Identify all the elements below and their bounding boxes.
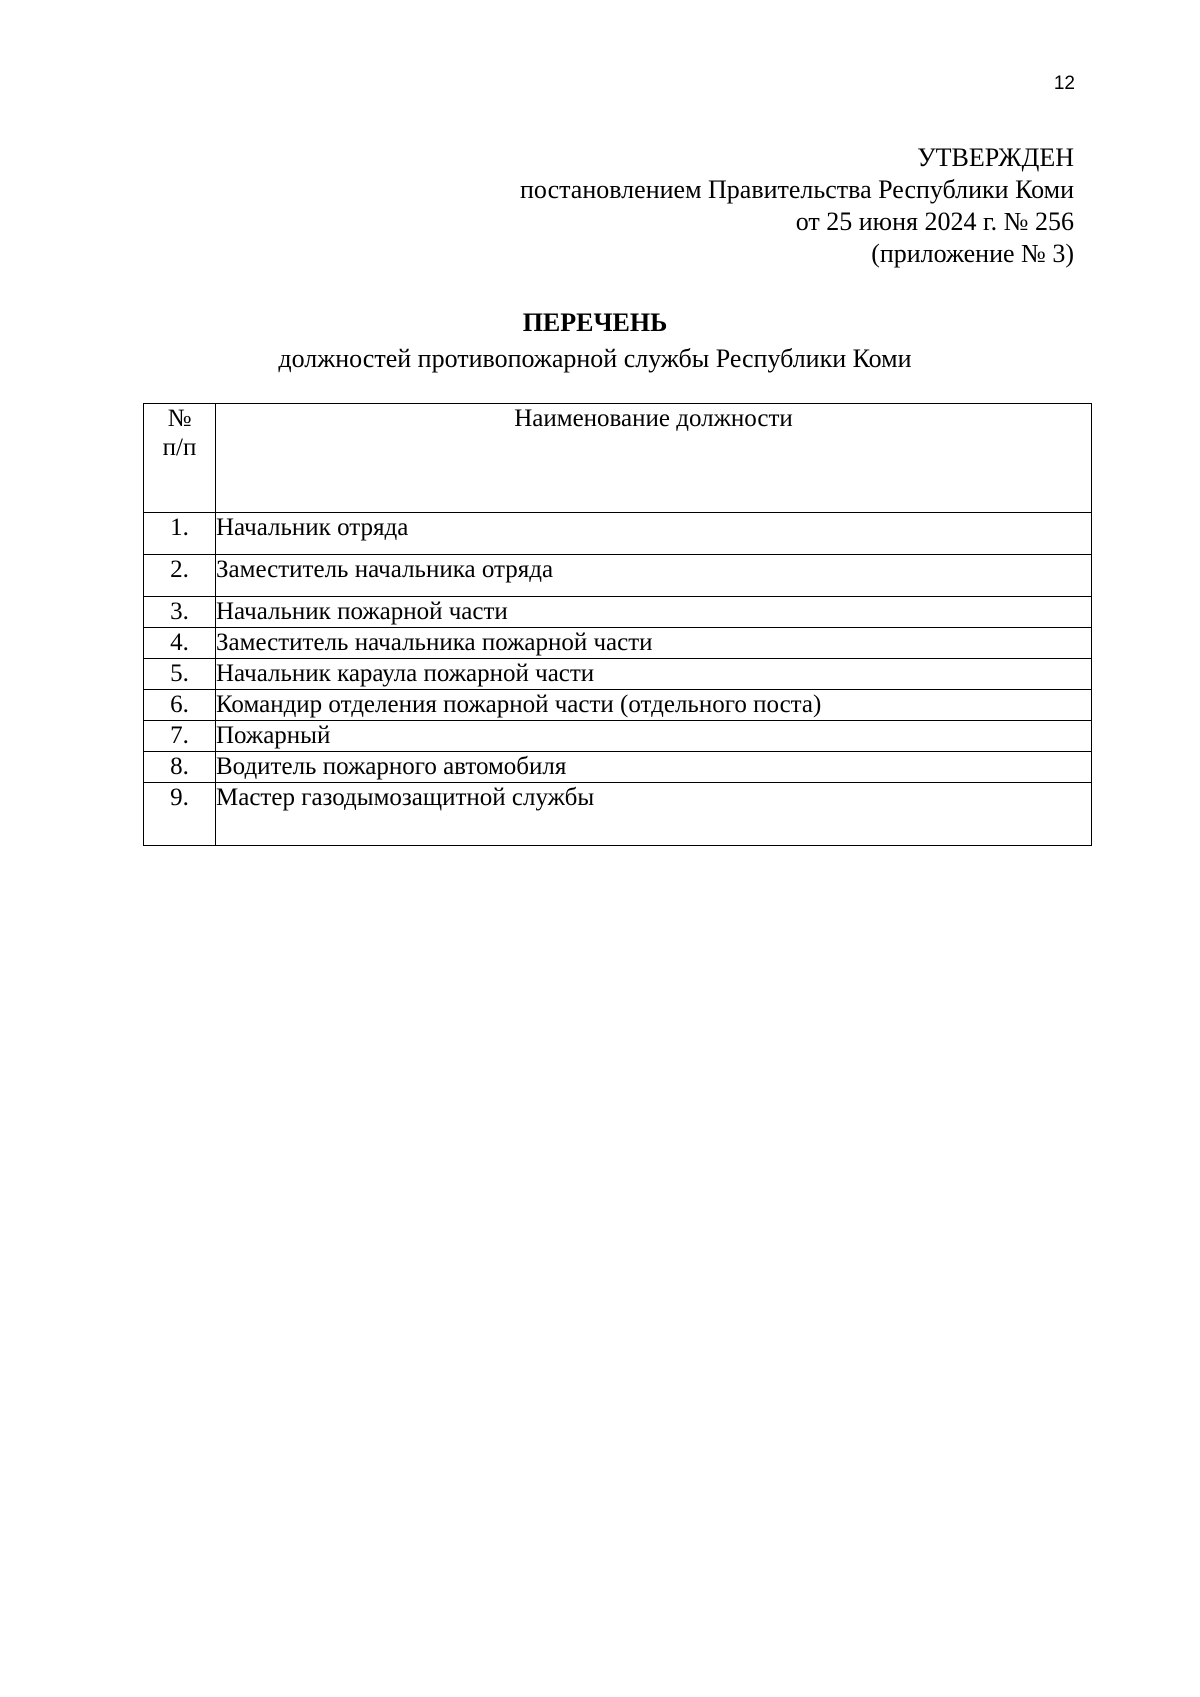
row-position-name: Начальник отряда (216, 513, 1092, 555)
table-header-row (144, 404, 1092, 513)
row-position-name: Пожарный (216, 721, 1092, 752)
row-position-name: Водитель пожарного автомобиля (216, 752, 1092, 783)
document-title: ПЕРЕЧЕНЬ (522, 308, 668, 337)
table-row (144, 513, 1092, 555)
approval-appendix: (приложение № 3) (871, 239, 1074, 268)
document-heading (0, 308, 1200, 375)
row-position-name: Командир отделения пожарной части (отдельного поста) (216, 690, 1092, 721)
column-header-number (144, 404, 216, 513)
row-number: 2. (144, 555, 216, 597)
approval-stamp: УТВЕРЖДЕН (917, 143, 1074, 172)
table-row (144, 690, 1092, 721)
document-subtitle: должностей противопожарной службы Республики Коми (278, 344, 912, 373)
table-row (144, 628, 1092, 659)
approval-block (374, 142, 1074, 270)
row-number: 8. (144, 752, 216, 783)
row-number: 3. (144, 597, 216, 628)
table-row (144, 721, 1092, 752)
positions-table (143, 403, 1092, 846)
row-number: 7. (144, 721, 216, 752)
table-row (144, 597, 1092, 628)
page-number: 12 (1053, 73, 1075, 94)
row-position-name: Заместитель начальника отряда (216, 555, 1092, 597)
column-header-position: Наименование должности (216, 404, 1092, 513)
row-position-name: Начальник пожарной части (216, 597, 1092, 628)
row-number: 1. (144, 513, 216, 555)
table-row (144, 783, 1092, 846)
row-number: 6. (144, 690, 216, 721)
row-number: 4. (144, 628, 216, 659)
row-position-name: Начальник караула пожарной части (216, 659, 1092, 690)
row-position-name: Мастер газодымозащитной службы (216, 783, 1092, 846)
approval-date-number: от 25 июня 2024 г. № 256 (795, 207, 1074, 236)
row-position-name: Заместитель начальника пожарной части (216, 628, 1092, 659)
table-row (144, 659, 1092, 690)
column-header-number-abbr: п/п (162, 434, 197, 461)
row-number: 9. (144, 783, 216, 846)
table-row (144, 752, 1092, 783)
table-row (144, 555, 1092, 597)
row-number: 5. (144, 659, 216, 690)
approval-authority: постановлением Правительства Республики Коми (520, 175, 1074, 204)
column-header-number-sign: № (167, 405, 192, 432)
